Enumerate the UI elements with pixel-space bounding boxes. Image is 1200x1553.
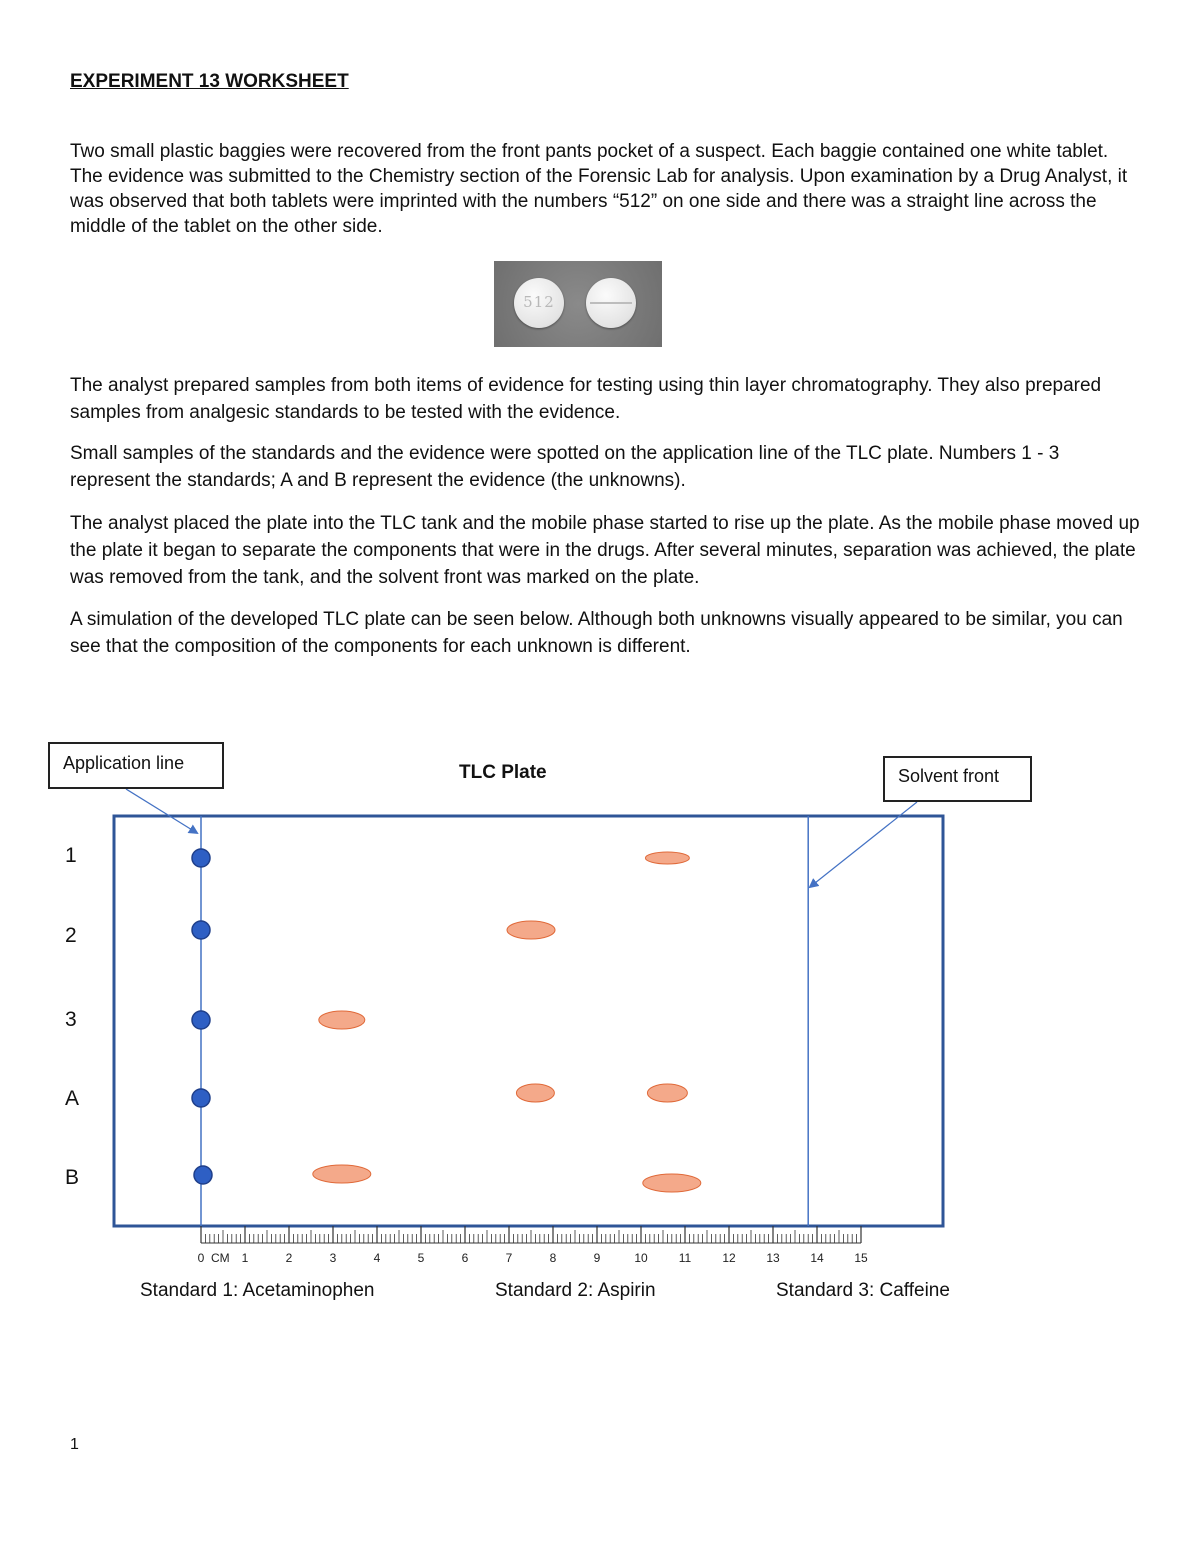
ruler-label-10: 10 — [634, 1251, 648, 1265]
origin-spot-1 — [192, 849, 210, 867]
paragraph-evidence: Two small plastic baggies were recovered from the front pants pocket of a suspect. Each baggie contained one white tablet. The evidence was submitted to the Chemistry section of the Forensic Lab for analysis. Upon examination by a Drug Analyst, it was observed that both tablets were imprinted with the numbers “512” on one side and there was a straight line across the middle of the tablet on the other side. — [70, 141, 1128, 237]
ruler-label-15: 15 — [854, 1251, 868, 1265]
paragraph-spotting: Small samples of the standards and the evidence were spotted on the application line of the TLC plate. Numbers 1 - 3 represent the standards; A and B represent the evidence (the unknowns). — [70, 443, 1060, 491]
application-line-arrow — [126, 789, 197, 833]
ruler-label-8: 8 — [549, 1251, 557, 1265]
paragraph-development: The analyst placed the plate into the TLC tank and the mobile phase started to rise up the plate. As the mobile phase moved up the plate it began to separate the components that were in the drugs. After several minutes, separation was achieved, the plate was removed from the tank, and the solvent front was marked on the plate. — [70, 513, 1140, 588]
row-label-2: 2 — [65, 924, 77, 947]
ruler-label-5: 5 — [417, 1251, 425, 1265]
row-label-b: B — [65, 1166, 80, 1189]
ruler-label-11: 11 — [678, 1251, 692, 1265]
component-spot-a-1 — [516, 1084, 554, 1102]
origin-spot-a — [192, 1089, 210, 1107]
tlc-plate-border — [114, 816, 943, 1226]
component-spot-a-2 — [647, 1084, 687, 1102]
ruler-label-13: 13 — [766, 1251, 780, 1265]
solvent-front-callout: Solvent front — [883, 756, 1032, 802]
ruler-label-7: 7 — [505, 1251, 513, 1265]
row-label-1: 1 — [65, 844, 77, 867]
paragraph-samples: The analyst prepared samples from both items of evidence for testing using thin layer chromatography. They also prepared samples from analgesic standards to be tested with the evidence. — [70, 375, 1102, 423]
origin-spot-3 — [192, 1011, 210, 1029]
ruler-label-0: 0 — [197, 1251, 205, 1265]
component-spot-1-1 — [645, 852, 689, 864]
origin-spot-b — [194, 1166, 212, 1184]
ruler-label-6: 6 — [461, 1251, 469, 1265]
plate-title: TLC Plate — [459, 762, 547, 783]
standard-2-legend: Standard 2: Aspirin — [495, 1280, 656, 1301]
origin-spot-2 — [192, 921, 210, 939]
ruler-label-1: 1 — [241, 1251, 249, 1265]
standard-3-legend: Standard 3: Caffeine — [776, 1280, 950, 1301]
component-spot-b-2 — [643, 1174, 701, 1192]
component-spot-b-1 — [313, 1165, 371, 1183]
component-spot-3-1 — [319, 1011, 365, 1029]
ruler-label-14: 14 — [810, 1251, 824, 1265]
application-line-callout: Application line — [48, 742, 224, 789]
component-spot-2-1 — [507, 921, 555, 939]
ruler-label-2: 2 — [285, 1251, 293, 1265]
worksheet-title: EXPERIMENT 13 WORKSHEET — [70, 71, 349, 92]
ruler-label-4: 4 — [373, 1251, 381, 1265]
standard-1-legend: Standard 1: Acetaminophen — [140, 1280, 375, 1301]
paragraph-simulation: A simulation of the developed TLC plate can be seen below. Although both unknowns visually appeared to be similar, you can see that the composition of the components for each unknown is different. — [70, 609, 1123, 657]
row-label-3: 3 — [65, 1008, 77, 1031]
ruler-label-12: 12 — [722, 1251, 736, 1265]
row-label-a: A — [65, 1087, 80, 1110]
ruler-unit-label: CM — [211, 1251, 230, 1265]
ruler-label-9: 9 — [593, 1251, 601, 1265]
tablet-imprint: 512 — [523, 293, 555, 311]
ruler-label-3: 3 — [329, 1251, 337, 1265]
page-number: 1 — [70, 1436, 79, 1453]
